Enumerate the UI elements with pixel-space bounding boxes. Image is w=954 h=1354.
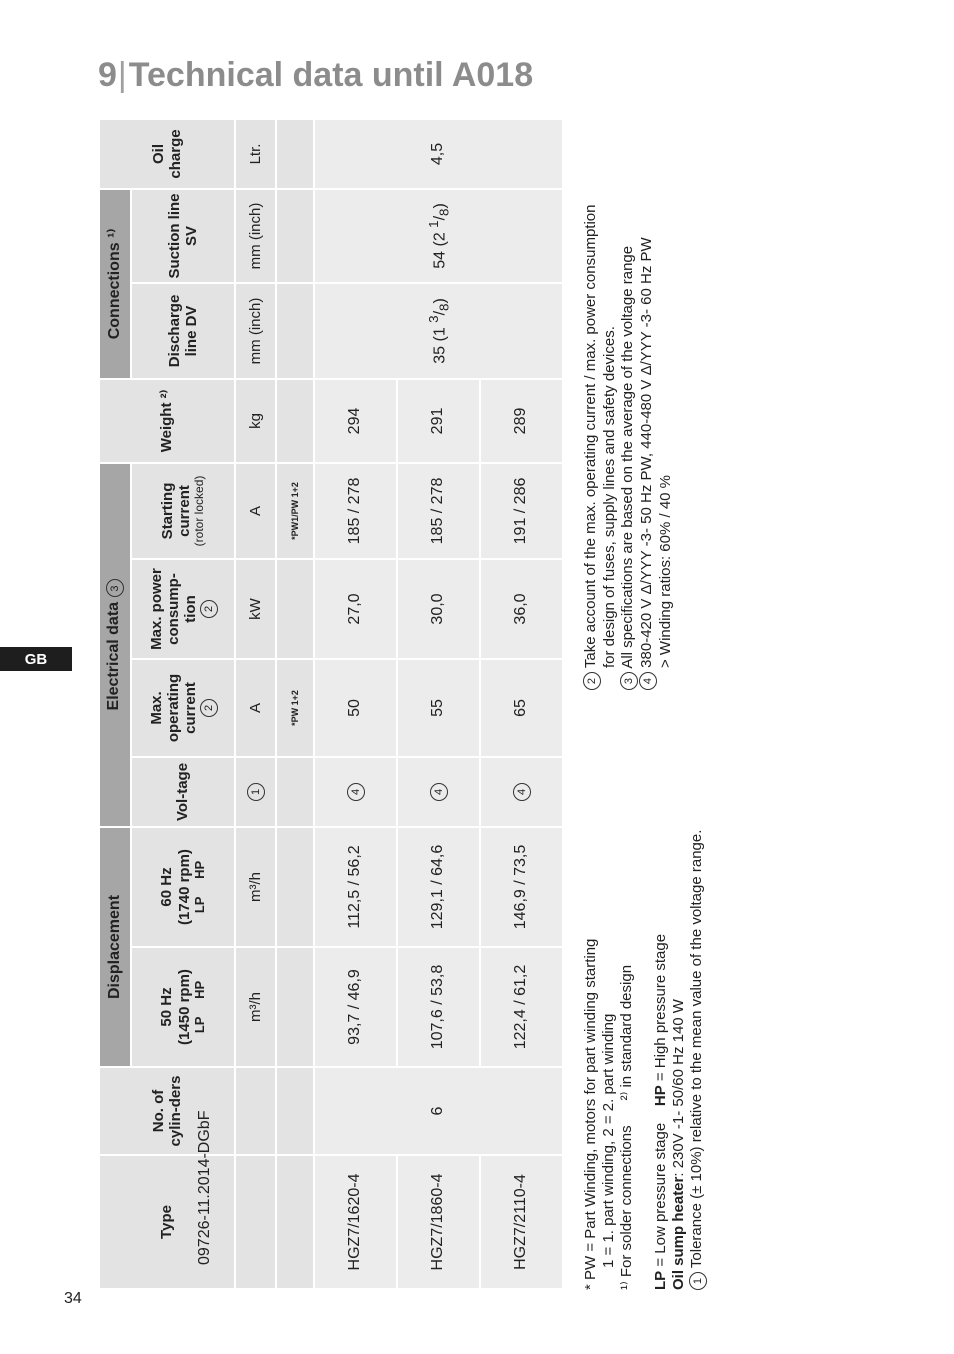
pw-cell [276, 559, 314, 659]
cell-current: 55 [397, 659, 480, 757]
header-50hz [131, 947, 235, 1067]
standard-text: ²⁾ in standard design [618, 964, 635, 1101]
cell-disp50: 122,4 / 61,2 [480, 947, 563, 1067]
pw-cell [276, 757, 314, 827]
unit-current: A [235, 659, 275, 757]
header-discharge-line: Discharge line DV [131, 283, 235, 379]
pw-cell [276, 119, 314, 189]
unit-power: kW [235, 559, 275, 659]
pw-footnote-detail: 1 = 1. part winding, 2 = 2. part winding [600, 1013, 617, 1268]
cell-discharge: 35 (1 $^3/_8$) [314, 283, 563, 379]
max-operating-current-label: Max. operating current [147, 673, 200, 743]
oil-heater-text: : 230V -1- 50/60 Hz 140 W [670, 999, 687, 1177]
rpm-1740: (1740 rpm) [175, 849, 193, 925]
note-3-text: All specifications are based on the average of the voltage range [619, 245, 636, 669]
pw-footnote: * PW = Part Winding, motors for part winding starting [582, 938, 599, 1290]
language-tab: GB [0, 647, 72, 671]
cell-voltage [397, 757, 480, 827]
header-electrical-data [99, 463, 131, 827]
voltage-label: Vol-tage [174, 762, 192, 822]
note-2-continued: for design of fuses, supply lines and safety devices. [601, 326, 618, 668]
tolerance-note [688, 730, 707, 1290]
electrical-data-label: Electrical data [105, 601, 123, 711]
pw-cell [276, 189, 314, 283]
header-cylinders: No. of cylin-ders [99, 1067, 235, 1155]
footnote-1-marker: 1 [689, 1272, 707, 1290]
cell-suction: 54 (2 $^1/_8$) [314, 189, 563, 283]
unit-starting: A [235, 463, 275, 559]
oil-heater-label: Oil sump heater [670, 1176, 687, 1290]
note-3 [619, 130, 638, 690]
header-connections: Connections ¹⁾ [99, 189, 131, 379]
footnote-4-marker: 4 [347, 783, 365, 801]
cell-voltage [480, 757, 563, 827]
unit-disp60: m³/h [235, 827, 275, 947]
header-60hz [131, 827, 235, 947]
note-4-continued: > Winding ratios: 60% / 40 % [657, 474, 674, 668]
lp-label: LP [191, 896, 207, 914]
cell-disp50: 93,7 / 46,9 [314, 947, 397, 1067]
rpm-1450: (1450 rpm) [175, 969, 193, 1045]
footnote-4-marker: 4 [430, 783, 448, 801]
cell-disp60: 146,9 / 73,5 [480, 827, 563, 947]
cell-current: 50 [314, 659, 397, 757]
footnote-1-marker: 1 [247, 783, 265, 801]
cell-disp60: 129,1 / 64,6 [397, 827, 480, 947]
solder-footnote [618, 730, 636, 1290]
section-number: 9 [98, 56, 117, 94]
unit-discharge: mm (inch) [235, 283, 275, 379]
pw-cell [276, 827, 314, 947]
header-type: Type [99, 1155, 235, 1289]
unit-oil: Ltr. [235, 119, 275, 189]
pw-note-operating: *PW 1+2 [276, 659, 314, 757]
cell-voltage [314, 757, 397, 827]
section-title: Technical data until A018 [128, 56, 534, 94]
cell-starting: 191 / 286 [480, 463, 563, 559]
header-displacement: Displacement [99, 827, 131, 1067]
cell-type: HGZ7/1620-4 [314, 1155, 397, 1289]
pw-cell [276, 1155, 314, 1289]
freq-50: 50 Hz [158, 987, 176, 1027]
title-separator: | [117, 56, 127, 94]
footnote-2-marker: 2 [200, 600, 218, 618]
table-row [314, 119, 397, 1289]
hp-label: HP [191, 860, 207, 879]
cell-oil: 4,5 [314, 119, 563, 189]
pw-cell [276, 947, 314, 1067]
cell-weight: 289 [480, 379, 563, 463]
cell-weight: 294 [314, 379, 397, 463]
technical-data-table [98, 118, 564, 1290]
cell-disp50: 107,6 / 53,8 [397, 947, 480, 1067]
unit-cell [235, 1155, 275, 1289]
unit-voltage [235, 757, 275, 827]
cell-starting: 185 / 278 [314, 463, 397, 559]
oil-heater-note [670, 730, 688, 1290]
hp-label: HP [191, 980, 207, 999]
footnotes-left [582, 730, 707, 1290]
lp-desc: = Low pressure stage [652, 1122, 669, 1271]
footnote-3-marker: 3 [106, 580, 124, 598]
cell-starting: 185 / 278 [397, 463, 480, 559]
header-weight: Weight ²⁾ [99, 379, 235, 463]
rotor-locked-note: (rotor locked) [192, 475, 207, 547]
lp-hp-60 [193, 830, 208, 944]
cell-weight: 291 [397, 379, 480, 463]
footnote-4-marker: 4 [639, 672, 657, 690]
cell-current: 65 [480, 659, 563, 757]
footnote-2-marker: 2 [200, 699, 218, 717]
header-voltage [131, 757, 235, 827]
page-title [98, 56, 533, 95]
header-starting-current [131, 463, 235, 559]
header-max-operating-current [131, 659, 235, 757]
footnote-3-marker: 3 [620, 672, 638, 690]
note-2-text: Take account of the max. operating current / max. power consumption [582, 204, 599, 669]
cell-type: HGZ7/2110-4 [480, 1155, 563, 1289]
pw-cell [276, 1067, 314, 1155]
note-4 [638, 130, 657, 690]
tolerance-text: Tolerance (± 10%) relative to the mean value of the voltage range. [688, 829, 705, 1269]
freq-60: 60 Hz [158, 867, 176, 907]
max-power-label: Max. power consump-tion [147, 568, 200, 650]
pw-cell [276, 379, 314, 463]
pw-note-starting: *PW1/PW 1+2 [276, 463, 314, 559]
cell-cylinders: 6 [314, 1067, 563, 1155]
cell-power: 27,0 [314, 559, 397, 659]
footnotes-right [582, 130, 675, 690]
cell-disp60: 112,5 / 56,2 [314, 827, 397, 947]
unit-disp50: m³/h [235, 947, 275, 1067]
lp-label: LP [191, 1016, 207, 1034]
unit-cell [235, 1067, 275, 1155]
header-suction-line: Suction line SV [131, 189, 235, 283]
page-number: 34 [64, 1290, 82, 1307]
unit-weight: kg [235, 379, 275, 463]
header-oil-charge: Oil charge [99, 119, 235, 189]
lp-abbrev: LP [652, 1270, 669, 1290]
cell-power: 30,0 [397, 559, 480, 659]
lp-hp-50 [193, 950, 208, 1064]
hp-desc: = High pressure stage [652, 933, 669, 1086]
footnote-4-marker: 4 [513, 783, 531, 801]
footnote-2-marker: 2 [583, 672, 601, 690]
note-2 [582, 130, 601, 690]
solder-text: ¹⁾ For solder connections [618, 1125, 635, 1290]
cell-power: 36,0 [480, 559, 563, 659]
hp-abbrev: HP [652, 1085, 669, 1107]
header-max-power [131, 559, 235, 659]
document-code: 09726-11.2014-DGbF [196, 1110, 213, 1265]
cell-type: HGZ7/1860-4 [397, 1155, 480, 1289]
unit-suction: mm (inch) [235, 189, 275, 283]
note-4-text: 380-420 V Δ/YYY -3- 50 Hz PW, 440-480 V Δ/YYY -3- 60 Hz PW [638, 237, 655, 668]
starting-current-label: Starting current [158, 482, 194, 540]
pressure-legend [652, 730, 670, 1290]
pw-cell [276, 283, 314, 379]
